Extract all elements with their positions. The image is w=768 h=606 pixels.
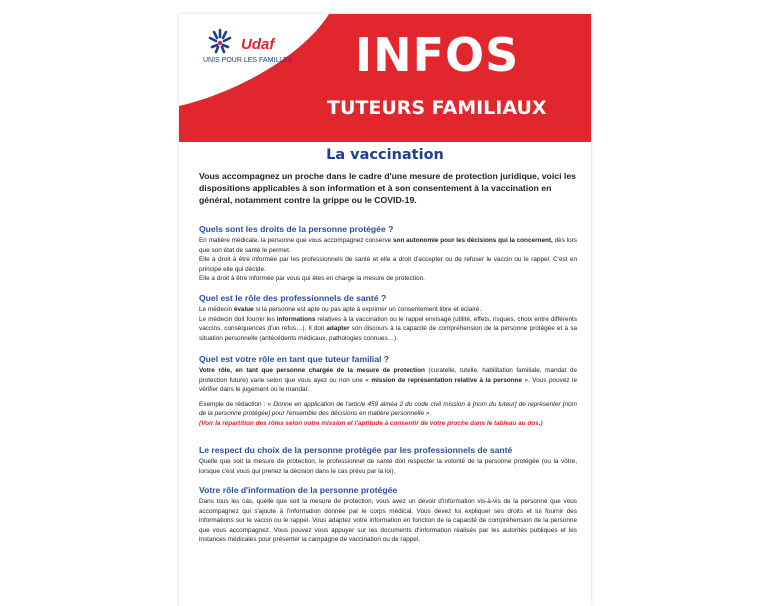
section-heading: Le respect du choix de la personne protégée par les professionnels de santé [199,445,513,455]
paragraph: Le médecin évalue si la personne est apte ou pas apte à exprimer un consentement libre et éclairé. [199,306,482,313]
table-reference-note: (Voir la répartition des rôles selon votre mission et l'aptitude à consentir de votre proche dans le tableau au dos.) [199,419,543,427]
banner-subtitle: TUTEURS FAMILIAUX [327,97,547,119]
paragraph: Dans tous les cas, quelle que soit la mesure de protection, vous avez un devoir d'information vis-à-vis de la personne que vous accompagnez qui s'ajoute à l'information donnée par le corps médical. Vous devez lui expliquer ses droits et lui fournir des informations sur le vaccin ou le rappel. Vous adaptez votre information en fonction de la capacité de compréhension de la personne que vous accompagnez. Vous pouvez vous appuyer sur les documents d'information réalisés par les autorités publiques et les instances médicales pour présenter la campagne de vaccination ou de rappel. [199,498,577,543]
section-information-role [199,485,577,545]
paragraph: Votre rôle, en tant que personne chargée de la mesure de protection (curatelle, tutelle, habilitation familiale, mandat de protection future) varie selon que vous ayez ou non une « mission de représentation relative à la personne ». Vous pouvez le vérifier dans le jugement ou le mandat. [199,367,577,393]
udaf-logo [203,26,293,76]
section-rights [199,224,577,284]
paragraph: Elle a droit à être informée par vous qui êtes en charge la mesure de protection. [199,275,425,282]
document-page [179,14,591,606]
paragraph: Le médecin doit fournir les informations relatives à la vaccination ou le rappel envisagé (utilité, effets, risques, choix entre différents vaccins, conséquences d'un refus…). Il doit adapter son discours à la capacité de compréhension de la personne protégée et à sa situation personnelle (antécédents médicaux, pathologies connues…). [199,315,578,342]
section-heading: Votre rôle d'information de la personne protégée [199,485,398,495]
brand-name: Udaf [241,36,275,53]
paragraph: En matière médicale, la personne que vous accompagnez conserve son autonomie pour les décisions qui la concernent, dès lors que son état de santé le permet. [199,237,577,254]
paragraph: Elle a droit à être informée par les professionnels de santé et elle a droit d'accepter ou de refuser le vaccin ou le rappel. C'est en principe elle qui décide. [199,256,577,273]
header-banner [179,14,591,142]
section-health-professionals [199,293,577,343]
section-heading: Quels sont les droits de la personne protégée ? [199,224,394,234]
section-heading: Quel est votre rôle en tant que tuteur familial ? [199,354,390,364]
section-heading: Quel est le rôle des professionnels de santé ? [199,293,387,303]
section-family-guardian-role [199,354,577,428]
intro-paragraph: Vous accompagnez un proche dans le cadre d'une mesure de protection juridique, voici les dispositions applicables à son information et à son consentement à la vaccination en général, notamment contre la grippe ou le COVID-19. [199,171,577,205]
example-paragraph: Exemple de rédaction : « Donne en application de l'article 459 alinéa 2 du code civil mission à [nom du tuteur] de représenter [nom de la personne protégée] pour l'ensemble des décisions en matière personnelle ». [199,400,577,417]
page-title: La vaccination [326,147,444,163]
brand-tagline: UNIS POUR LES FAMILLES [203,57,293,64]
paragraph: Quelle que soit la mesure de protection, le professionnel de santé doit respecter la volonté de la personne protégée (ou la vôtre, lorsque c'est vous qui prenez la décision dans le cas prévu par la loi). [199,458,577,475]
banner-title: INFOS [355,28,520,82]
udaf-figures-icon [203,26,239,56]
section-respect-choice [199,445,577,476]
